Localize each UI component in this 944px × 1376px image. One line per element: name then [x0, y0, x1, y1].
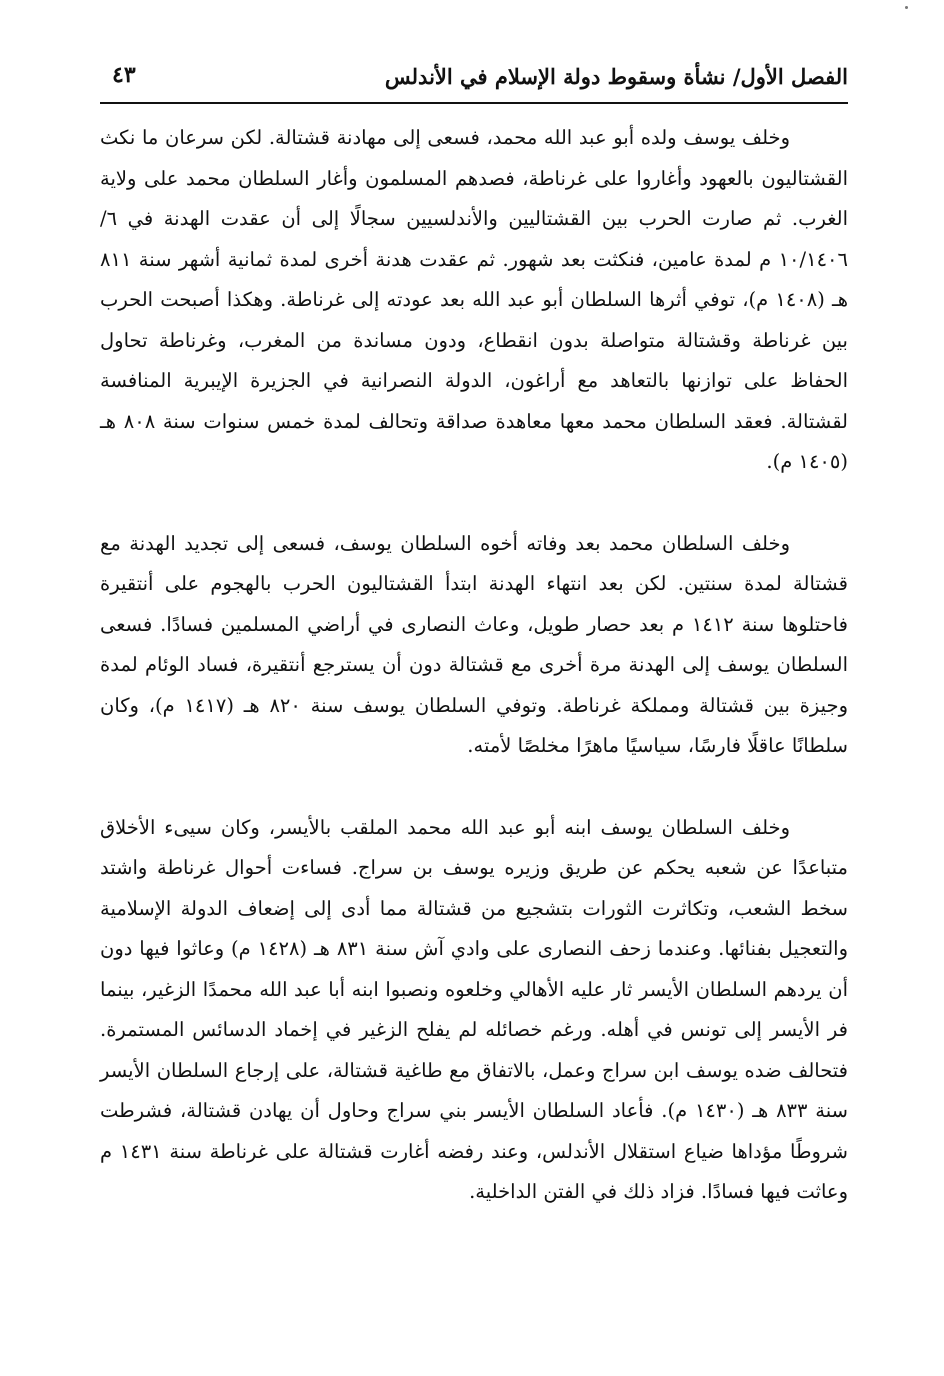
page-number: ٤٣	[112, 62, 136, 88]
running-header	[100, 58, 848, 98]
body-text	[100, 118, 848, 1213]
scan-speck	[905, 6, 908, 9]
paragraph-2: وخلف السلطان محمد بعد وفاته أخوه السلطان يوسف، فسعى إلى تجديد الهدنة مع قشتالة لمدة سنتين. لكن بعد انتهاء الهدنة ابتدأ القشتاليون الحرب بالهجوم على أنتقيرة فاحتلوها سنة ١٤١٢ م بعد حصار طويل، وعاث النصارى في أراضي المسلمين فسادًا. فسعى السلطان يوسف إلى الهدنة مرة أخرى مع قشتالة دون أن يسترجع أنتقيرة، فساد الوئام لمدة وجيزة بين قشتالة ومملكة غرناطة. وتوفي السلطان يوسف سنة ٨٢٠ هـ (١٤١٧ م)، وكان سلطانًا عاقلًا فارسًا، سياسيًا ماهرًا مخلصًا لأمته.	[100, 531, 849, 757]
chapter-title: الفصل الأول/ نشأة وسقوط دولة الإسلام في الأندلس	[384, 64, 848, 89]
header-divider	[100, 102, 848, 104]
paragraph-1: وخلف يوسف ولده أبو عبد الله محمد، فسعى إلى مهادنة قشتالة. لكن سرعان ما نكث القشتاليون بالعهود وأغاروا على غرناطة، فصدهم المسلمون وأغار السلطان محمد على ولاية الغرب. ثم صارت الحرب بين القشتاليين والأندلسيين سجالًا إلى أن عقدت الهدنة في ٦/ ١٠/١٤٠٦ م لمدة عامين، فنكثت بعد شهور. ثم عقدت هدنة أخرى لمدة ثمانية أشهر سنة ٨١١ هـ (١٤٠٨ م)، توفي أثرها السلطان أبو عبد الله بعد عودته إلى غرناطة. وهكذا أصبحت الحرب بين غرناطة وقشتالة متواصلة بدون انقطاع، ودون مساندة من المغرب، وغرناطة تحاول الحفاظ على توازنها بالتعاهد مع أراغون، الدولة النصرانية في الجزيرة الإيبرية المنافسة لقشتالة. فعقد السلطان محمد معها معاهدة صداقة وتحالف لمدة خمس سنوات سنة ٨٠٨ هـ (١٤٠٥ م).	[100, 126, 848, 473]
paragraph-3: وخلف السلطان يوسف ابنه أبو عبد الله محمد الملقب بالأيسر، وكان سيىء الأخلاق متباعدًا عن شعبه يحكم عن طريق وزيره يوسف بن سراج. فساءت أحوال غرناطة واشتد سخط الشعب، وتكاثرت الثورات بتشجيع من قشتالة مما أدى إلى إضعاف الدولة الإسلامية والتعجيل بفنائها. وعندما زحف النصارى على وادي آش سنة ٨٣١ هـ (١٤٢٨ م) وعاثوا فيها دون أن يردهم السلطان الأيسر ثار عليه الأهالي وخلعوه ونصبوا ابنه أبا عبد الله محمدًا الزغير، بينما فر الأيسر إلى تونس في أهله. ورغم خصائله لم يفلح الزغير في إخماد الدسائس المستمرة. فتحالف ضده يوسف ابن سراج وعمل، بالاتفاق مع طاغية قشتالة، على إرجاع السلطان الأيسر سنة ٨٣٣ هـ (١٤٣٠ م). فأعاد السلطان الأيسر بني سراج وحاول أن يهادن قشتالة، فشرطت شروطًا مؤداها ضياع استقلال الأندلس، وعند رفضه أغارت قشتالة على غرناطة سنة ١٤٣١ م وعاثت فيها فسادًا. فزاد ذلك في الفتن الداخلية.	[100, 815, 848, 1203]
